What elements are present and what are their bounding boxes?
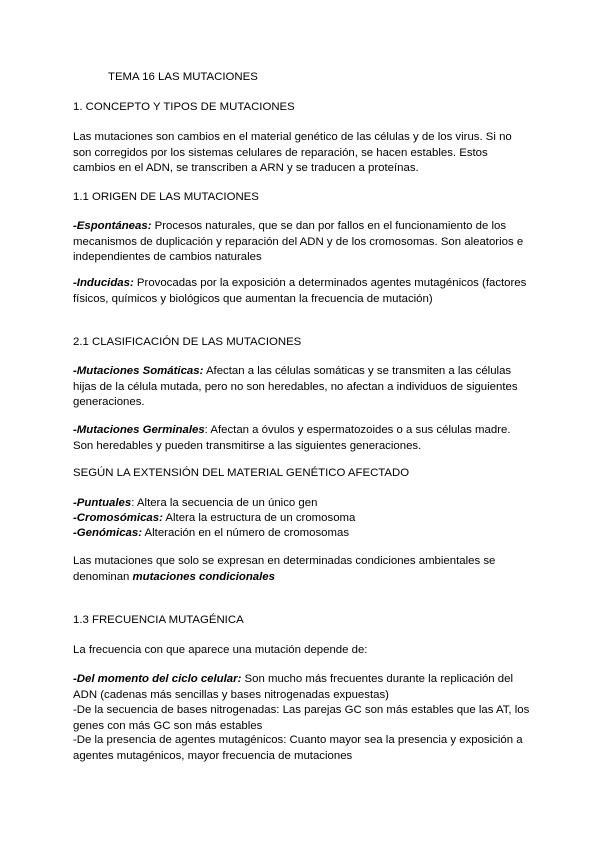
text-cromosomicas: Altera la estructura de un cromosoma: [162, 512, 356, 524]
term-cromosomicas: -Cromosómicas:: [73, 512, 163, 524]
text-genomicas: Alteración en el número de cromosomas: [142, 527, 350, 539]
page-title: TEMA 16 LAS MUTACIONES: [108, 71, 258, 83]
item-puntuales: [73, 496, 533, 512]
item-agentes-mutagenicos: -De la presencia de agentes mutagénicos: Cuanto mayor sea la presencia y exposición a agentes mutagénicos, mayor frecuencia de mutaciones: [73, 734, 523, 762]
section-heading-frecuencia: 1.3 FRECUENCIA MUTAGÉNICA: [73, 614, 244, 626]
item-ciclo-celular: [73, 672, 533, 703]
paragraph-frecuencia-intro: La frecuencia con que aparece una mutación depende de:: [73, 644, 368, 656]
paragraph-condicionales: [73, 554, 533, 585]
text-somaticas: Afectan a las células somáticas y se transmiten a las células hijas de la célula mutada, pero no son heredables, no afectan a individuos de siguientes generaciones.: [73, 365, 518, 408]
section-heading-clasificacion: 2.1 CLASIFICACIÓN DE LAS MUTACIONES: [73, 336, 302, 348]
text-condicionales: Las mutaciones que solo se expresan en determinadas condiciones ambientales se denominan: [73, 555, 496, 583]
term-somaticas: -Mutaciones Somáticas:: [73, 365, 204, 377]
term-espontaneas: -Espontáneas:: [73, 220, 152, 232]
text-inducidas: Provocadas por la exposición a determinados agentes mutagénicos (factores físicos, químicos y biológicos que aumentan la frecuencia de mutación): [73, 277, 527, 305]
term-puntuales: -Puntuales: [73, 497, 132, 509]
paragraph-inducidas: [73, 276, 533, 307]
text-puntuales: : Altera la secuencia de un único gen: [131, 497, 318, 509]
paragraph-germinales: [73, 423, 533, 454]
term-ciclo-celular: -Del momento del ciclo celular:: [73, 673, 242, 685]
term-inducidas: -Inducidas:: [73, 277, 134, 289]
term-genomicas: -Genómicas:: [73, 527, 142, 539]
item-cromosomicas: [73, 511, 533, 527]
term-germinales: -Mutaciones Germinales: [73, 424, 205, 436]
text-ciclo-celular: Son mucho más frecuentes durante la replicación del ADN (cadenas más sencillas y bases nitrogenadas expuestas): [73, 673, 514, 701]
paragraph-concepto: Las mutaciones son cambios en el material genético de las células y de los virus. Si no son corregidos por los sistemas celulares de reparación, se hacen estables. Estos cambios en el ADN, se transcriben a ARN y se traducen a proteínas.: [73, 131, 512, 174]
section-heading-extension: SEGÚN LA EXTENSIÓN DEL MATERIAL GENÉTICO AFECTADO: [73, 467, 410, 479]
text-espontaneas: Procesos naturales, que se dan por fallos en el funcionamiento de los mecanismos de duplicación y reparación del ADN y de los cromosomas. Son aleatorios e independientes de cambios naturales: [73, 220, 524, 263]
text-germinales: : Afectan a óvulos y espermatozoides o a sus células madre. Son heredables y pueden transmitirse a las siguientes generaciones.: [73, 424, 511, 452]
paragraph-somaticas: [73, 364, 533, 411]
item-secuencia-bases: -De la secuencia de bases nitrogenadas: Las parejas GC son más estables que las AT, los genes con más GC son más estables: [73, 704, 530, 732]
section-heading-origen: 1.1 ORIGEN DE LAS MUTACIONES: [73, 191, 259, 203]
section-heading-concepto: 1. CONCEPTO Y TIPOS DE MUTACIONES: [73, 101, 295, 113]
paragraph-espontaneas: [73, 219, 533, 266]
item-genomicas: [73, 526, 533, 542]
term-condicionales: mutaciones condicionales: [132, 570, 275, 583]
